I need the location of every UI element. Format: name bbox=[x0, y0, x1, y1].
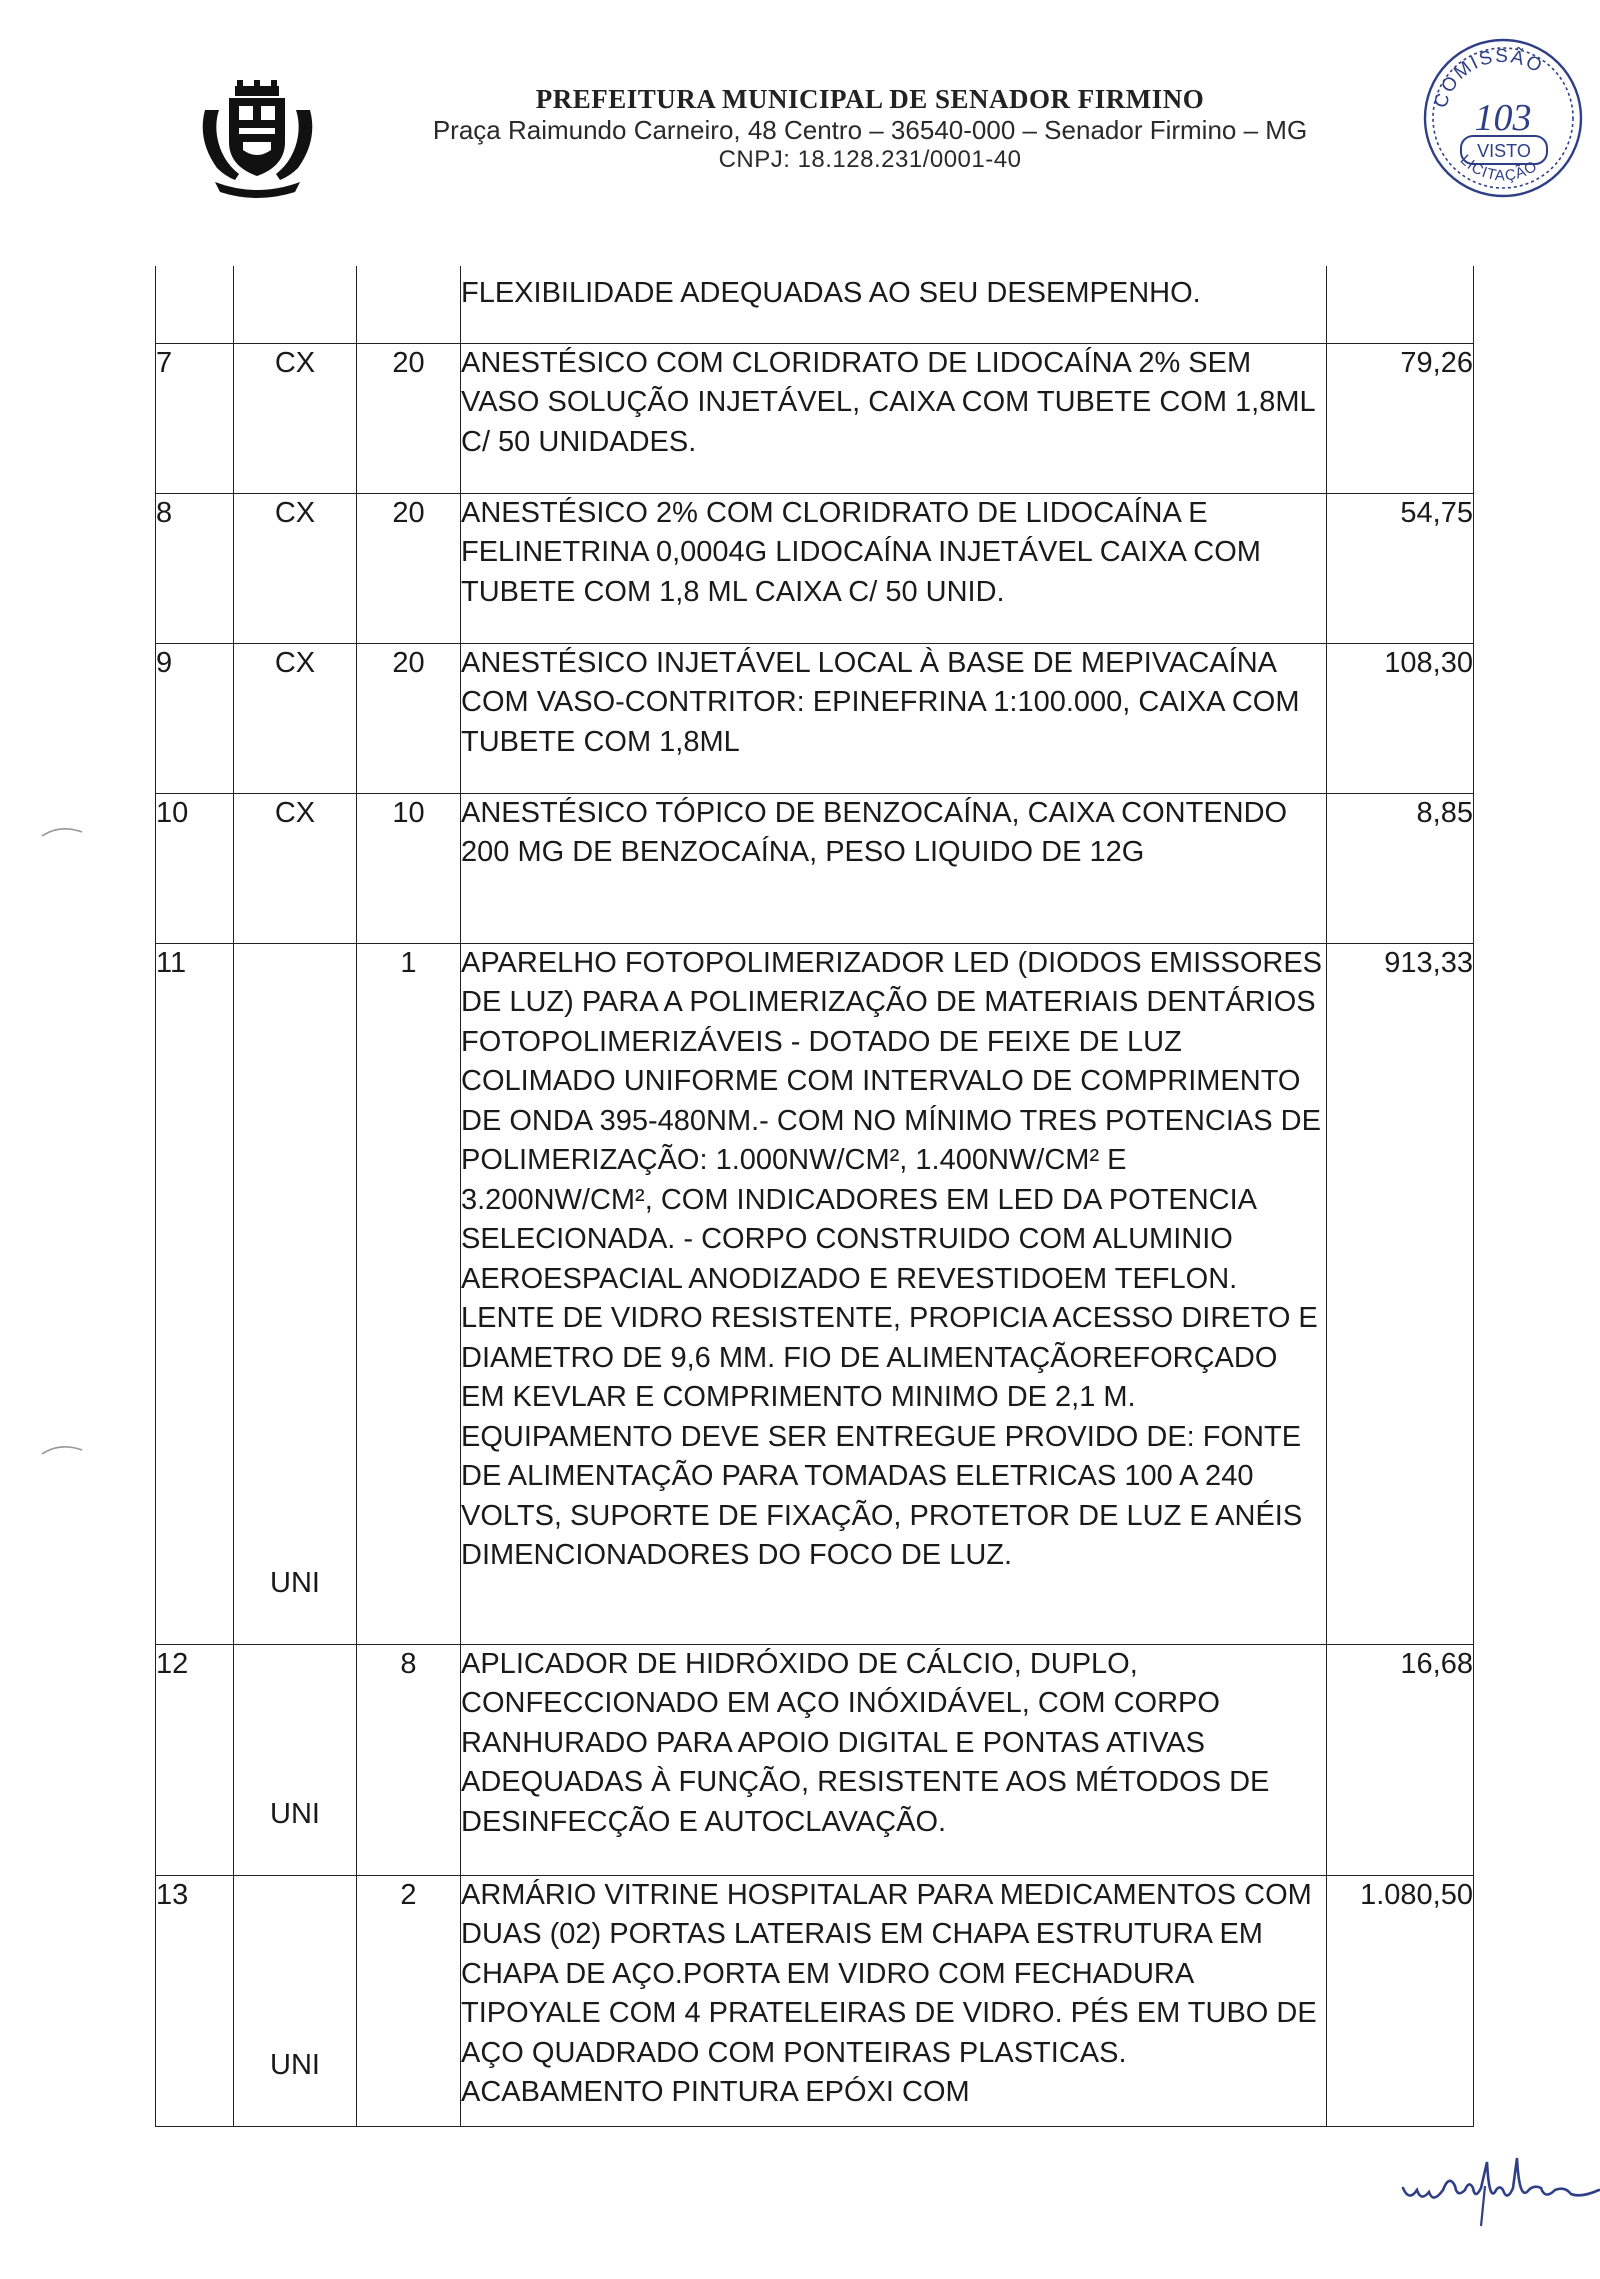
unit-cell: CX bbox=[234, 343, 357, 493]
stamp-bottom-text: LICITAÇÃO bbox=[1456, 151, 1541, 185]
unit-cell: UNI bbox=[234, 943, 357, 1644]
unit-cell: CX bbox=[234, 493, 357, 643]
quantity-cell: 20 bbox=[357, 643, 461, 793]
quantity-cell: 20 bbox=[357, 343, 461, 493]
municipal-coat-of-arms-icon bbox=[195, 80, 320, 200]
unit-cell: UNI bbox=[234, 1644, 357, 1875]
items-table bbox=[155, 266, 1474, 2127]
description-cell: FLEXIBILIDADE ADEQUADAS AO SEU DESEMPENHO. bbox=[461, 266, 1327, 343]
unit-cell: UNI bbox=[234, 1875, 357, 2126]
org-address: Praça Raimundo Carneiro, 48 Centro – 36540-000 – Senador Firmino – MG bbox=[432, 115, 1308, 145]
commission-stamp bbox=[1415, 28, 1590, 203]
item-number: 13 bbox=[156, 1875, 234, 2126]
table-row bbox=[156, 1875, 1474, 2126]
table-row bbox=[156, 943, 1474, 1644]
org-name: PREFEITURA MUNICIPAL DE SENADOR FIRMINO bbox=[535, 84, 1205, 114]
price-cell: 16,68 bbox=[1327, 1644, 1474, 1875]
description-cell: ANESTÉSICO TÓPICO DE BENZOCAÍNA, CAIXA CONTENDO 200 MG DE BENZOCAÍNA, PESO LIQUIDO DE 12G bbox=[461, 793, 1327, 943]
table-row bbox=[156, 1644, 1474, 1875]
unit-cell bbox=[234, 266, 357, 343]
description-cell: APLICADOR DE HIDRÓXIDO DE CÁLCIO, DUPLO, CONFECCIONADO EM AÇO INÓXIDÁVEL, COM CORPO RANHURADO PARA APOIO DIGITAL E PONTAS ATIVAS ADEQUADAS À FUNÇÃO, RESISTENTE AOS MÉTODOS DE DESINFECÇÃO E AUTOCLAVAÇÃO. bbox=[461, 1644, 1327, 1875]
quantity-cell: 8 bbox=[357, 1644, 461, 1875]
scan-mark-icon bbox=[38, 820, 88, 842]
page-header bbox=[0, 0, 1600, 230]
description-cell: ANESTÉSICO COM CLORIDRATO DE LIDOCAÍNA 2% SEM VASO SOLUÇÃO INJETÁVEL, CAIXA COM TUBETE COM 1,8ML C/ 50 UNIDADES. bbox=[461, 343, 1327, 493]
price-cell: 108,30 bbox=[1327, 643, 1474, 793]
description-cell: APARELHO FOTOPOLIMERIZADOR LED (DIODOS EMISSORES DE LUZ) PARA A POLIMERIZAÇÃO DE MATERIAIS DENTÁRIOS FOTOPOLIMERIZÁVEIS - DOTADO DE FEIXE DE LUZ COLIMADO UNIFORME COM INTERVALO DE COMPRIMENTO DE ONDA 395-480NM.- COM NO MÍNIMO TRES POTENCIAS DE POLIMERIZAÇÃO: 1.000NW/CM², 1.400NW/CM² E 3.200NW/CM², COM INDICADORES EM LED DA POTENCIA SELECIONADA. - CORPO CONSTRUIDO COM ALUMINIO AEROESPACIAL ANODIZADO E REVESTIDOEM TEFLON. LENTE DE VIDRO RESISTENTE, PROPICIA ACESSO DIRETO E DIAMETRO DE 9,6 MM. FIO DE ALIMENTAÇÃOREFORÇADO EM KEVLAR E COMPRIMENTO MINIMO DE 2,1 M. EQUIPAMENTO DEVE SER ENTREGUE PROVIDO DE: FONTE DE ALIMENTAÇÃO PARA TOMADAS ELETRICAS 100 A 240 VOLTS, SUPORTE DE FIXAÇÃO, PROTETOR DE LUZ E ANÉIS DIMENCIONADORES DO FOCO DE LUZ. bbox=[461, 943, 1327, 1644]
description-cell: ANESTÉSICO INJETÁVEL LOCAL À BASE DE MEPIVACAÍNA COM VASO-CONTRITOR: EPINEFRINA 1:100.000, CAIXA COM TUBETE COM 1,8ML bbox=[461, 643, 1327, 793]
item-number: 8 bbox=[156, 493, 234, 643]
table-row-continuation bbox=[156, 266, 1474, 343]
item-number: 10 bbox=[156, 793, 234, 943]
qty-cell bbox=[357, 266, 461, 343]
price-cell: 8,85 bbox=[1327, 793, 1474, 943]
org-cnpj: CNPJ: 18.128.231/0001-40 bbox=[718, 146, 1022, 173]
quantity-cell: 1 bbox=[357, 943, 461, 1644]
handwritten-signature bbox=[1395, 2140, 1600, 2230]
item-number: 11 bbox=[156, 943, 234, 1644]
table-row bbox=[156, 493, 1474, 643]
quantity-cell: 2 bbox=[357, 1875, 461, 2126]
scan-mark-icon bbox=[38, 1438, 88, 1460]
price-cell bbox=[1327, 266, 1474, 343]
item-number: 7 bbox=[156, 343, 234, 493]
price-cell: 54,75 bbox=[1327, 493, 1474, 643]
item-number: 12 bbox=[156, 1644, 234, 1875]
quantity-cell: 10 bbox=[357, 793, 461, 943]
stamp-page-number: 103 bbox=[1474, 97, 1532, 139]
table-row bbox=[156, 343, 1474, 493]
table-row bbox=[156, 643, 1474, 793]
unit-cell: CX bbox=[234, 643, 357, 793]
price-cell: 1.080,50 bbox=[1327, 1875, 1474, 2126]
stamp-top-text: COMISSÃO bbox=[1430, 45, 1547, 111]
unit-cell: CX bbox=[234, 793, 357, 943]
quantity-cell: 20 bbox=[357, 493, 461, 643]
price-cell: 913,33 bbox=[1327, 943, 1474, 1644]
description-cell: ANESTÉSICO 2% COM CLORIDRATO DE LIDOCAÍNA E FELINETRINA 0,0004G LIDOCAÍNA INJETÁVEL CAIXA COM TUBETE COM 1,8 ML CAIXA C/ 50 UNID. bbox=[461, 493, 1327, 643]
description-cell: ARMÁRIO VITRINE HOSPITALAR PARA MEDICAMENTOS COM DUAS (02) PORTAS LATERAIS EM CHAPA ESTRUTURA EM CHAPA DE AÇO.PORTA EM VIDRO COM FECHADURA TIPOYALE COM 4 PRATELEIRAS DE VIDRO. PÉS EM TUBO DE AÇO QUADRADO COM PONTEIRAS PLASTICAS. ACABAMENTO PINTURA EPÓXI COM bbox=[461, 1875, 1327, 2126]
table-row bbox=[156, 793, 1474, 943]
stamp-visto-text: VISTO bbox=[1477, 141, 1531, 161]
item-cell bbox=[156, 266, 234, 343]
item-number: 9 bbox=[156, 643, 234, 793]
price-cell: 79,26 bbox=[1327, 343, 1474, 493]
